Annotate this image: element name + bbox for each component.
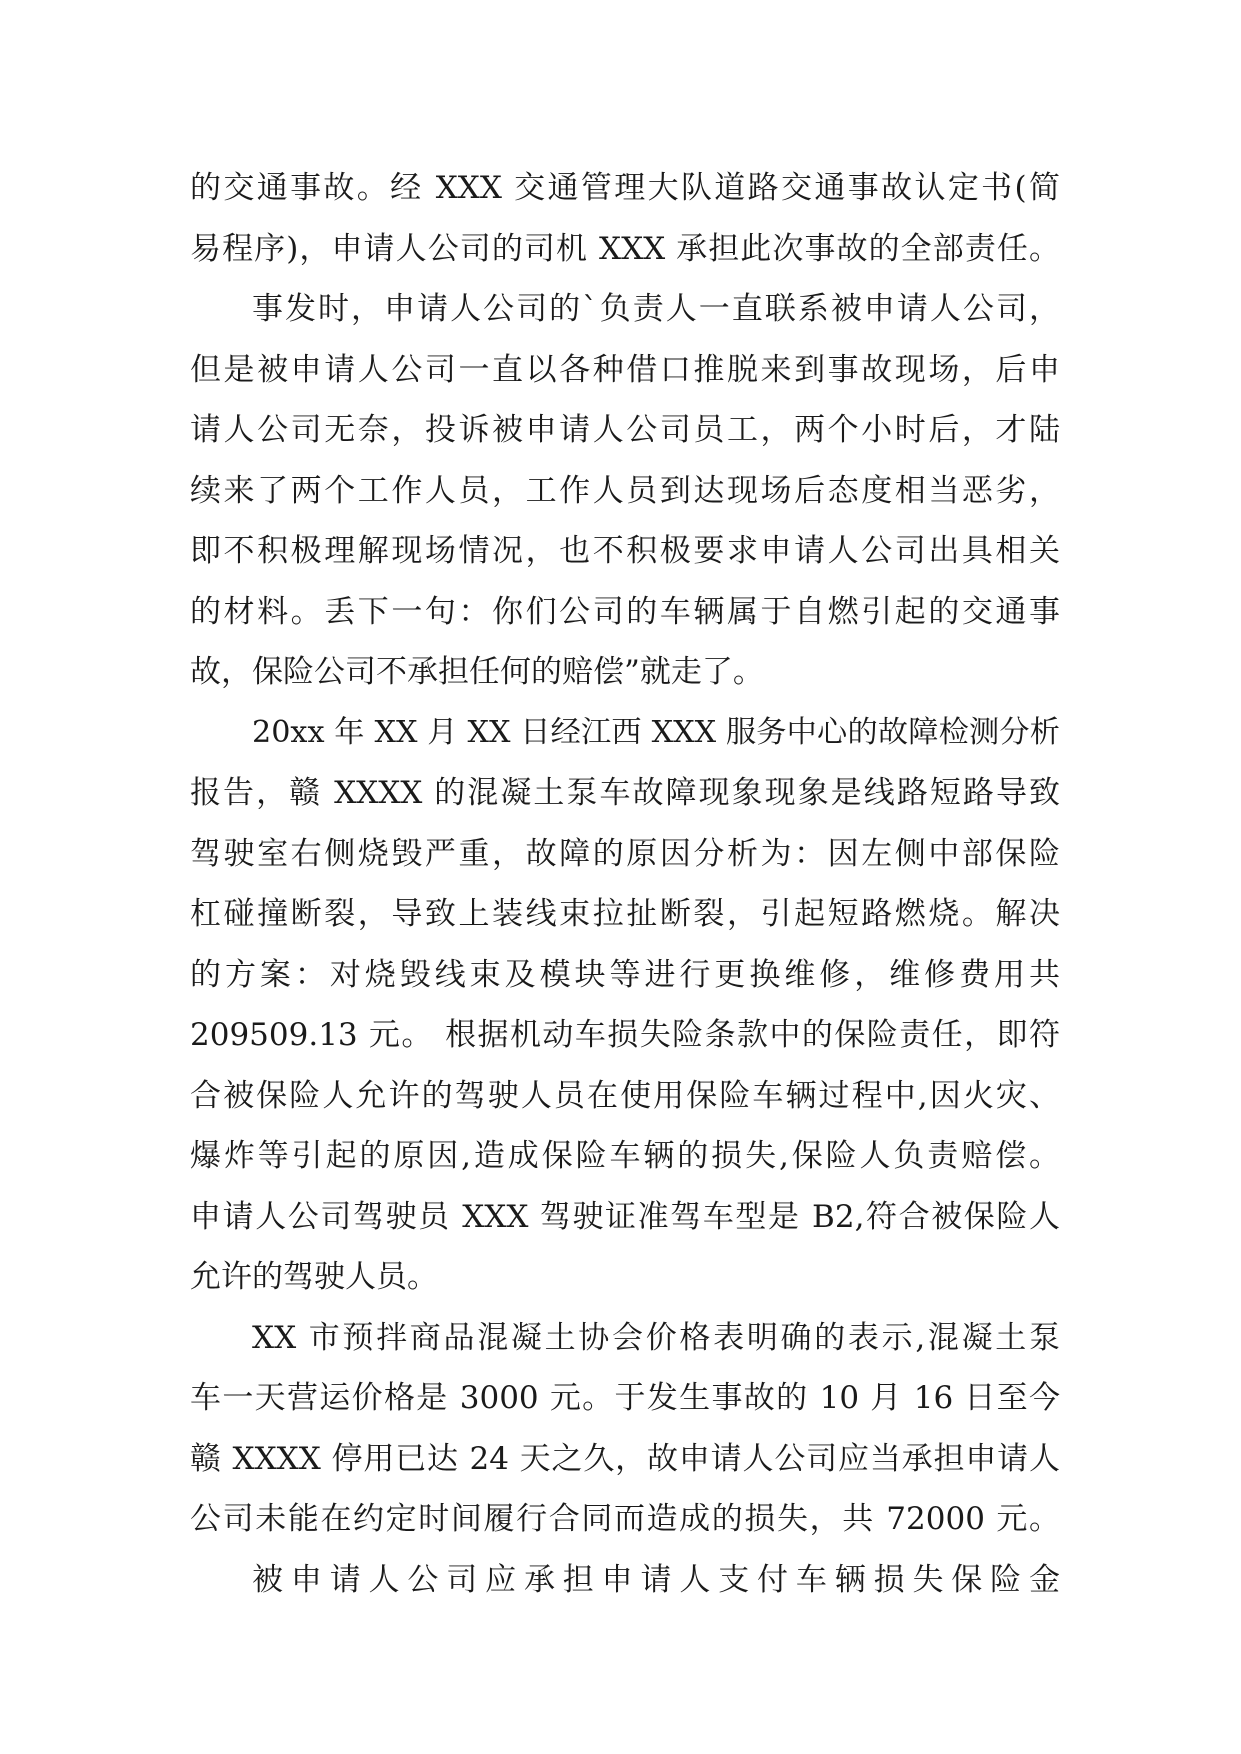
text-line: 允许的驾驶人员。 — [190, 1259, 438, 1295]
text-line: 杠碰撞断裂，导致上装线束拉扯断裂，引起短路燃烧。解决 — [190, 896, 1060, 932]
text-line: 续来了两个工作人员，工作人员到达现场后态度相当恶劣， — [190, 472, 1060, 509]
text-line: XX 市预拌商品混凝土协会价格表明确的表示,混凝土泵 — [252, 1319, 1060, 1356]
text-line: 报告，赣 XXXX 的混凝土泵车故障现象现象是线路短路导致 — [190, 775, 1060, 811]
text-line: 事发时，申请人公司的`负责人一直联系被申请人公司， — [252, 291, 1060, 327]
text-line: 的交通事故。经 XXX 交通管理大队道路交通事故认定书(简 — [190, 170, 1060, 206]
text-line: 申请人公司驾驶员 XXX 驾驶证准驾车型是 B2,符合被保险人 — [190, 1198, 1060, 1235]
text-line: 驾驶室右侧烧毁严重，故障的原因分析为：因左侧中部保险 — [190, 835, 1060, 872]
text-line: 故，保险公司不承担任何的赔偿”就走了。 — [190, 654, 764, 690]
text-line: 赣 XXXX 停用已达 24 天之久，故申请人公司应当承担申请人 — [190, 1440, 1060, 1477]
text-line: 公司未能在约定时间履行合同而造成的损失，共 72000 元。 — [190, 1501, 1060, 1537]
text-line: 20xx 年 XX 月 XX 日经江西 XXX 服务中心的故障检测分析 — [252, 714, 1060, 750]
text-line: 合被保险人允许的驾驶人员在使用保险车辆过程中,因火灾、 — [190, 1077, 1060, 1114]
text-line: 的方案：对烧毁线束及模块等进行更换维修，维修费用共 — [190, 956, 1060, 993]
text-line: 的材料。丢下一句：你们公司的车辆属于自燃引起的交通事 — [190, 593, 1060, 630]
text-line: 即不积极理解现场情况，也不积极要求申请人公司出具相关 — [190, 533, 1060, 569]
text-line: 但是被申请人公司一直以各种借口推脱来到事故现场，后申 — [190, 351, 1060, 388]
text-line: 209509.13 元。 根据机动车损失险条款中的保险责任，即符 — [190, 1017, 1060, 1053]
text-line: 爆炸等引起的原因,造成保险车辆的损失,保险人负责赔偿。 — [190, 1138, 1060, 1174]
text-line: 被申请人公司应承担申请人支付车辆损失保险金 — [252, 1561, 1060, 1598]
text-line: 请人公司无奈，投诉被申请人公司员工，两个小时后，才陆 — [190, 412, 1060, 448]
text-line: 易程序)，申请人公司的司机 XXX 承担此次事故的全部责任。 — [190, 230, 1060, 267]
text-line: 车一天营运价格是 3000 元。于发生事故的 10 月 16 日至今 — [190, 1380, 1060, 1416]
document-body — [190, 158, 1060, 1610]
